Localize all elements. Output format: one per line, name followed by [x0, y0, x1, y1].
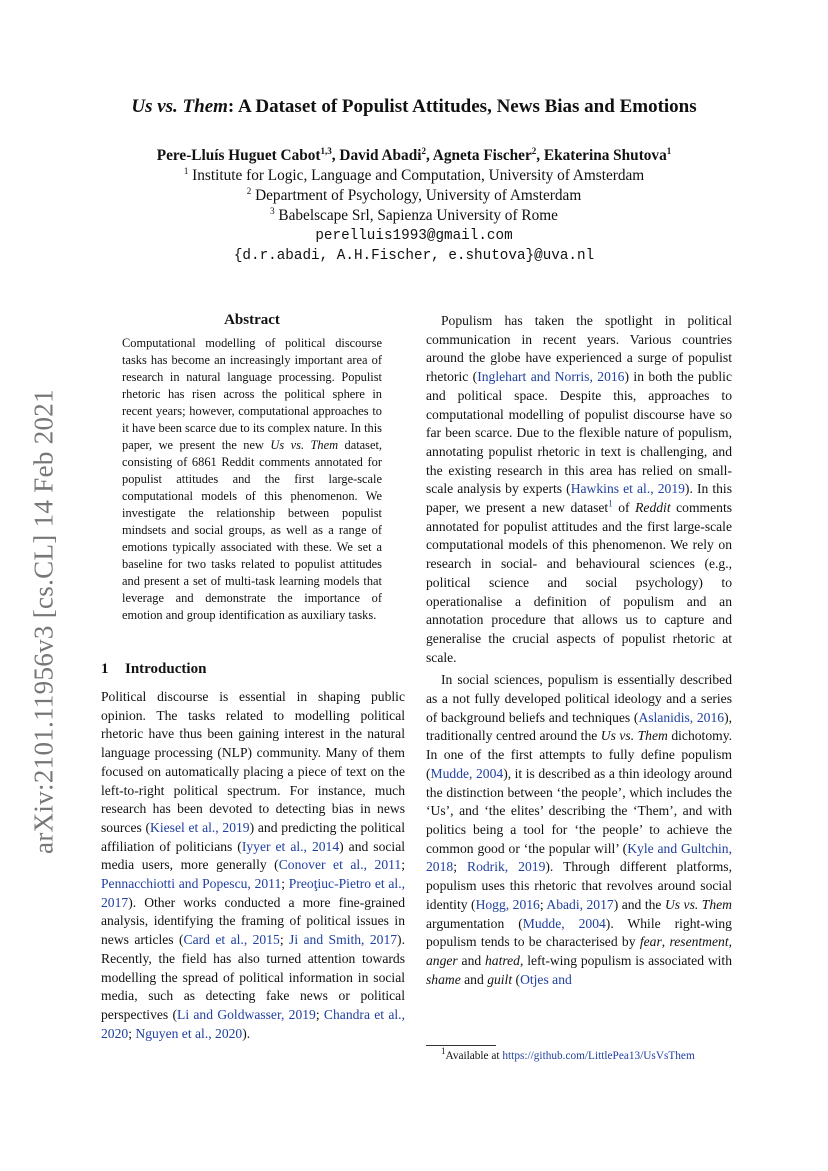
- text-run: ) and predicting the political affiliation of politicians (: [101, 819, 405, 854]
- emph-text: hatred: [484, 952, 520, 968]
- affiliation-text: Babelscape Srl, Sapienza University of Rome: [278, 207, 558, 224]
- emph-text: anger: [426, 952, 458, 968]
- author-block: [0, 146, 828, 266]
- text-run: dichotomy. In one of the first attempts to fully define populism (: [426, 728, 733, 781]
- text-run: ), it is described as a thin ideology around the distinction between ‘the people’, which includes the ‘Us’, and ‘the elites’ describing the ‘Them’, and with politics being a tool for ‘the people’ to achieve the common good or ‘the popular will’ (: [426, 765, 732, 856]
- citation-link[interactable]: Aslanidis, 2016: [638, 709, 725, 725]
- citation-link[interactable]: Card et al., 2015: [183, 932, 280, 948]
- citation-link[interactable]: Mudde, 2004: [522, 915, 606, 931]
- abstract-emph: Us vs. Them: [270, 438, 339, 452]
- affiliation-text: Institute for Logic, Language and Computation, University of Amsterdam: [192, 167, 645, 184]
- citation-link[interactable]: Preoţiuc-Pietro et al., 2017: [101, 876, 405, 910]
- text-run: ;: [401, 857, 405, 873]
- intro-paragraph: [101, 688, 405, 1043]
- text-run: ;: [315, 1006, 324, 1022]
- email: perelluis1993@gmail.com: [315, 228, 513, 244]
- author-name: Agneta Fischer: [432, 147, 532, 164]
- emph-text: shame: [426, 971, 461, 987]
- text-run: and: [460, 971, 488, 987]
- abstract-part: Computational modelling of political discourse tasks has become an increasingly important area of research in natural language processing. Populist rhetoric has risen across the political sphere in recent years; however, computational approaches to it have been scarce due to its complex nature. In this paper, we present the new: [122, 336, 382, 452]
- text-run: Political discourse is essential in shaping public opinion. The tasks related to modelling political rhetoric have thus been gaining interest in the natural language processing (NLP) community. Many of them focused on automatically placing a piece of text on the left-to-right political spectrum. For instance, much research has been devoted to detecting bias in news sources (: [101, 689, 405, 835]
- citation-link[interactable]: Nguyen et al., 2020: [135, 1025, 243, 1041]
- section-number: 1: [101, 661, 109, 677]
- author-aff: 1: [666, 145, 672, 156]
- citation-link[interactable]: Mudde, 2004: [430, 765, 504, 781]
- text-run: Populism has taken the spotlight in political communication in recent years. Various countries around the globe have experienced a surge of populist rhetoric (: [426, 313, 732, 385]
- text-run: , left-wing populism is associated with: [519, 952, 732, 968]
- footnote-marker[interactable]: 1: [608, 498, 613, 509]
- text-run: of: [612, 500, 636, 516]
- citation-link[interactable]: Chandra et al., 2020: [101, 1006, 405, 1041]
- text-run: ). While right-wing populism tends to be characterised by: [426, 915, 732, 950]
- text-run: In social sciences, populism is essentially described as a not fully developed political ideology and a series of background beliefs and techniques (: [426, 672, 732, 725]
- citation-link[interactable]: Pennacchiotti and Popescu, 2011: [101, 876, 282, 892]
- section-heading: [101, 661, 206, 678]
- title-emph: Us vs. Them: [131, 96, 228, 117]
- footnote-text: Available at: [445, 1050, 503, 1062]
- affiliation-num: 2: [246, 185, 252, 196]
- citation-link[interactable]: Kiesel et al., 2019: [150, 819, 250, 835]
- affiliation-num: 3: [270, 205, 275, 216]
- citation-link[interactable]: Rodrik, 2019: [467, 859, 546, 875]
- emph-text: fear: [639, 934, 662, 950]
- citation-link[interactable]: Iyyer et al., 2014: [241, 838, 340, 854]
- section-title: Introduction: [125, 661, 207, 677]
- text-run: ;: [281, 876, 289, 892]
- text-run: ). In this paper, we present a new dataset: [426, 481, 732, 516]
- citation-link[interactable]: Abadi, 2017: [546, 896, 614, 912]
- emph-text: guilt: [487, 971, 513, 987]
- text-run: ,: [661, 934, 670, 950]
- text-run: (: [512, 971, 521, 987]
- emph-text: Reddit: [635, 500, 671, 516]
- email: {d.r.abadi, A.H.Fischer, e.shutova}@uva.nl: [233, 248, 595, 264]
- text-run: ;: [539, 896, 547, 912]
- author-name: David Abadi: [339, 147, 422, 164]
- emph-text: resentment: [669, 934, 729, 950]
- text-run: ).: [242, 1025, 251, 1041]
- citation-link[interactable]: Li and Goldwasser, 2019: [177, 1006, 316, 1022]
- footnote: [426, 1046, 732, 1063]
- text-run: ). Other works conducted a more fine-grained analysis, identifying the framing of political issues in news articles (: [101, 894, 405, 948]
- abstract-part: dataset, consisting of 6861 Reddit comments annotated for populist attitudes and the first large-scale computational models of this phenomenon. We investigate the relationship between populist mindsets and social groups, as well as a range of emotions typically associated with these. We set a baseline for two tasks related to populist attitudes and present a set of multi-task learning models that leverage and demonstrate the importance of emotion and group identification as auxiliary tasks.: [122, 438, 382, 622]
- text-run: ) and social media users, more generally (: [101, 838, 406, 873]
- right-column: [426, 312, 732, 989]
- body-paragraph: [426, 312, 732, 667]
- footnote-number: 1: [441, 1046, 446, 1057]
- author-aff: 1,3: [320, 145, 332, 156]
- author-aff: 2: [531, 145, 537, 156]
- citation-link[interactable]: Inglehart and Norris, 2016: [477, 369, 625, 385]
- text-run: argumentation (: [426, 915, 523, 931]
- text-run: ) in both the public and political space. Despite this, approaches to computational modelling of populist discourse have so far been scarce. Due to the flexible nature of populism, annotating populist rhetoric in text is challenging, and the existing research in this area has relied on small-scale analysis by experts (: [426, 369, 732, 497]
- citation-link[interactable]: Otjes and: [520, 971, 572, 987]
- text-run: ). Recently, the field has also turned attention towards modelling the spread of political information in social media, such as detecting fake news or political perspectives (: [101, 932, 405, 1022]
- author-name: Ekaterina Shutova: [543, 147, 667, 164]
- body-paragraph: [426, 671, 732, 989]
- affiliation-text: Department of Psychology, University of Amsterdam: [255, 187, 582, 204]
- title-rest: : A Dataset of Populist Attitudes, News Bias and Emotions: [227, 96, 697, 117]
- emph-text: Us vs. Them: [664, 896, 732, 912]
- citation-link[interactable]: Hogg, 2016: [475, 896, 540, 912]
- author-aff: 2: [421, 145, 426, 156]
- footnote-rule: [426, 1045, 496, 1046]
- text-run: ;: [453, 859, 467, 875]
- text-run: ,: [728, 934, 733, 950]
- text-run: ) and the: [613, 896, 665, 912]
- citation-link[interactable]: Hawkins et al., 2019: [570, 481, 685, 497]
- citation-link[interactable]: Conover et al., 2011: [278, 857, 402, 873]
- arxiv-id: arXiv:2101.11956v3 [cs.CL] 14 Feb 2021: [28, 389, 59, 854]
- text-run: ), traditionally centred around the: [426, 709, 732, 744]
- citation-link[interactable]: Ji and Smith, 2017: [289, 932, 398, 948]
- affiliation: [0, 166, 828, 186]
- affiliation: [0, 186, 828, 206]
- citation-link[interactable]: Kyle and Gultchin, 2018: [426, 840, 732, 875]
- affiliation: [0, 206, 828, 226]
- text-run: comments annotated for populist attitudes and the first large-scale computational models of this phenomenon. We rely on research in social- and behavioural sciences (e.g., political science and social psychology) to operationalise a definition of populism and an annotation procedure that allows us to capture and generalise the crucial aspects of populist rhetoric at scale.: [426, 500, 733, 665]
- text-run: ). Through different platforms, populism uses this rhetoric that revolves around social identity (: [426, 859, 732, 912]
- emph-text: Us vs. Them: [600, 728, 668, 744]
- text-run: and: [457, 952, 485, 968]
- abstract-heading: Abstract: [224, 312, 280, 328]
- author-name: Pere-Lluís Huguet Cabot: [156, 147, 321, 164]
- abstract-text: [122, 335, 382, 624]
- author-list: Pere-Lluís Huguet Cabot$^{1,3}$, David Abadi$^2$, Agneta Fischer$^2$, Ekaterina Shutova$^1$: [156, 145, 672, 164]
- text-run: ;: [128, 1025, 136, 1041]
- paper-title: [0, 96, 828, 118]
- affiliation-num: 1: [183, 165, 189, 176]
- text-run: ;: [279, 932, 290, 948]
- footnote-url-link[interactable]: https://github.com/LittlePea13/UsVsThem: [502, 1050, 695, 1062]
